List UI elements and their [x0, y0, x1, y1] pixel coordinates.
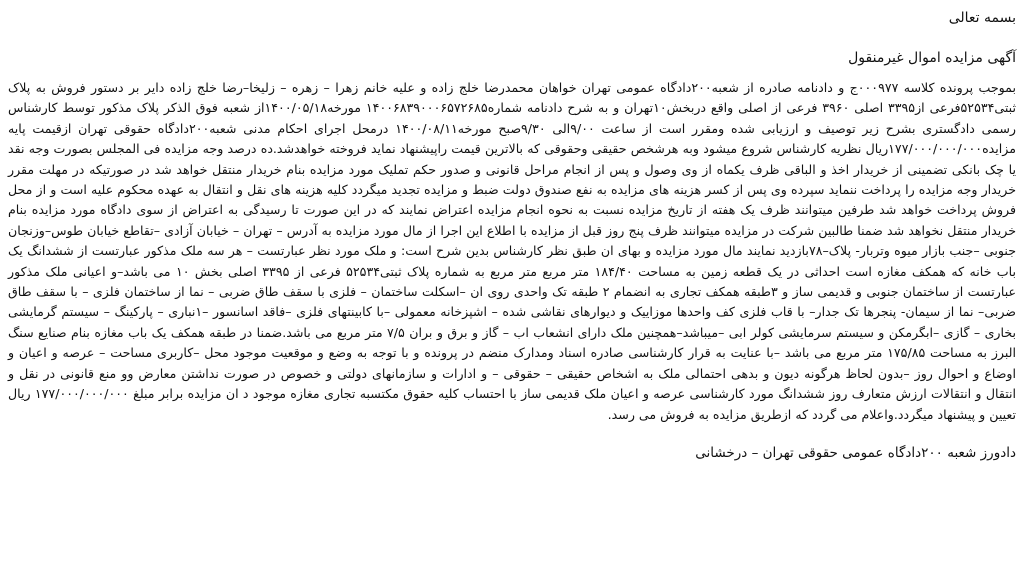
notice-title: آگهی مزایده اموال غیرمنقول [848, 50, 1016, 66]
notice-body-paragraph: بموجب پرونده کلاسه ۰۰۰۹۷۷ج و دادنامه صادره از شعبه۲۰۰دادگاه عمومی تهران خواهان محمدرضا خلج زاده و علیه خانم زهرا – زهره – زلیخا–رضا خلج زاده دایر بر دستور فروش به پلاک ثبتی۵۲۵۳۴فرعی از۳۳۹۵ اصلی ۳۹۶۰ فرعی از اصلی واقع دربخش۱۰تهران و به شرح دادنامه شماره۱۴۰۰۶۸۳۹۰۰۰۶۵۷۲۶۸۵ مورخه۱۴۰۰/۰۵/۱۸از شعبه فوق الذکر پلاک مذکور توسط کارشناس رسمی دادگستری بشرح زیر توصیف و ارزیابی شده ومقرر است از ساعت ۹/۰۰الی ۹/۳۰صبح مورخه۱۴۰۰/۰۸/۱۱ درمحل اجرای احکام مدنی شعبه۲۰۰دادگاه حقوقی تهران ازقیمت پایه مزایده۱۷۷/۰۰۰/۰۰۰/۰۰۰ریال نظریه کارشناس شروع میشود وبه هرشخص حقیقی وحقوقی که بالاترین قیمت راپیشنهاد نماید فروخته خواهدشد.ده درصد وجه مزایده فی المجلس بصورت وجه نقد یا چک بانکی تضمینی از خریدار اخذ و الباقی ظرف یکماه از وی وصول و پس از انجام مراحل قانونی و صدور حکم تملیک مورد مزایده بنام خریدار منتقل خواهد شد در صورتیکه در مهلت مقرر خریدار وجه مزایده را پرداخت ننماید سپرده وی پس از کسر هزینه های مزایده به نفع صندوق دولت ضبط و مزایده تجدید میگردد کلیه هزینه های نقل و انتقال به عهده محکوم علیه است و از محل فروش پرداخت خواهد شد طرفین میتوانند ظرف یک هفته از تاریخ مزایده نسبت به نحوه انجام مزایده اعتراض نمایند که در این صورت تا رسیدگی به اعتراض از سوی دادگاه مورد مزایده بنام خریدار منتقل نخواهد شد ضمنا طالبین شرکت در مزایده میتوانند ظرف پنج روز قبل از مزایده با اطلاع این اجرا از مال مورد مزایده به آدرس – تهران – خیابان آزادی –تقاطع خیابان طوس–وزنجان جنوبی –جنب بازار میوه وتربار- پلاک–۷۸بازدید نمایند مال مورد مزایده و بهای ان طبق نظر کارشناس بدین شرح است: و ملک مورد نظر عبارتست – هر سه ملک مذکور عبارتست از ششدانگ یک باب خانه که همکف مغازه است احداثی در یک قطعه زمین به مساحت ۱۸۴/۴۰ متر مربع متر مربع به شماره پلاک ثبتی۵۲۵۳۴ فرعی از ۳۳۹۵ اصلی بخش ۱۰ می باشد–و اعیانی ملک مذکور عبارتست از ساختمان جنوبی و قدیمی ساز و ۳طبقه همکف تجاری به انضمام ۲ طبقه تک واحدی روی ان –اسکلت ساختمان – فلزی با سقف طاق ضربی – نما از ساختمان فلزی – با سقف طاق ضربی– نما از سیمان- پنجرها تک جدار– با قاب فلزی کف واحدها موزاییک و دیوارهای نقاشی شده – اشپزخانه معمولی –با کابینتهای فلزی –فاقد اسانسور –۱نباری – پارکینگ – سیستم گرمایشی بخاری – گازی –ابگرمکن و سیستم سرمایشی کولر ابی –میباشد–همچنین ملک دارای انشعاب اب – گاز و برق و بران ۷/۵ متر مربع می باشد.ضمنا در طبقه همکف یک باب مغازه بنام صنایع سنگ البرز به مساحت ۱۷۵/۸۵ متر مربع می باشد –با عنایت به قرار کارشناسی صادره اسناد ومدارک منضم در پرونده و با توجه به وضع و موقعیت موجود محل –کاربری مساحت – عرصه و اعیان و اوضاع و احوال روز –بدون لحاظ هرگونه دیون و بدهی احتمالی ملک به اشخاص حقیقی – حقوقی – و ادارات و سازمانهای دولتی و خصوص در صورت نداشتن معارض وو منع قانونی در نقل و انتقال و انتقالات ارزش متعارف روز ششدانگ مورد کارشناسی عرصه و اعیان ملک قدیمی ساز با احتساب کلیه حقوق مکتسبه تجاری مغازه موجود د ان مزایده برابر مبلغ ۱۷۷/۰۰۰/۰۰۰/۰۰۰ ریال تعیین و پیشنهاد میگردد.واعلام می گردد که ازطریق مزایده به فروش می رسد. [8, 80, 1017, 422]
invocation-heading: بسمه تعالی [948, 10, 1016, 26]
notice-signature-line: دادورز شعبه ۲۰۰دادگاه عمومی حقوقی تهران – درخشانی [695, 444, 1016, 461]
